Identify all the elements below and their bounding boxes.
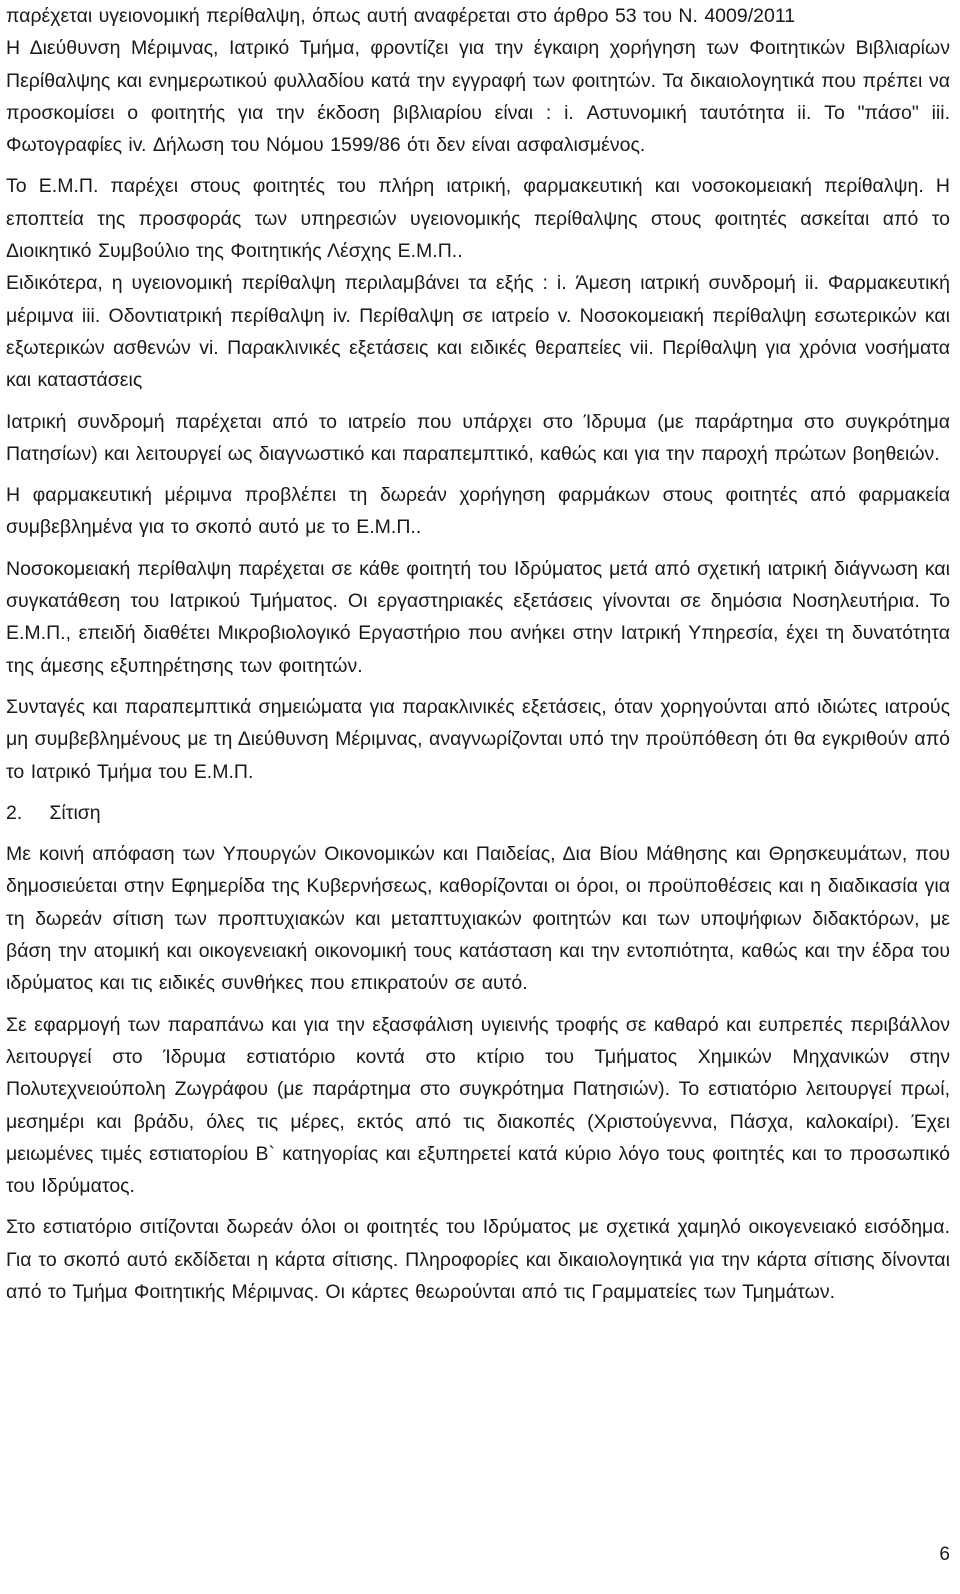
paragraph-joint-decision: Με κοινή απόφαση των Υπουργών Οικονομικών και Παιδείας, Δια Βίου Μάθησης και Θρησκευμάτων, που δημοσιεύεται στην Εφημερίδα της Κυβερνήσεως, καθορίζονται οι όροι, οι προϋποθέσεις και η διαδικασία για τη δωρεάν σίτιση των προπτυχιακών και μεταπτυχιακών φοιτητών και των υποψήφιων διδακτόρων, με βάση την ατομική και οικογενειακή οικονομική τους κατάσταση και την εντοπιότητα, καθώς και την έδρα του ιδρύματος και τις ειδικές συνθήκες που επικρατούν σε αυτό. bbox=[6, 843, 950, 995]
paragraph-prescriptions: Συνταγές και παραπεμπτικά σημειώματα για παρακλινικές εξετάσεις, όταν χορηγούνται από ιδιώτες ιατρούς μη συμβεβλημένους με τη Διεύθυνση Μέριμνας, αναγνωρίζονται υπό την προϋπόθεση ότι θα εγκριθούν από το Ιατρικό Τμήμα του Ε.Μ.Π. bbox=[6, 695, 950, 783]
document-page bbox=[6, 0, 950, 1317]
paragraph-meal-card: Στο εστιατόριο σιτίζονται δωρεάν όλοι οι φοιτητές του Ιδρύματος με σχετικά χαμηλό οικογενειακό εισόδημα. Για το σκοπό αυτό εκδίδεται η κάρτα σίτισης. Πληροφορίες και δικαιολογητικά για την κάρτα σίτισης δίνονται από το Τμήμα Φοιτητικής Μέριμνας. Οι κάρτες θεωρούνται από τις Γραμματείες των Τμημάτων. bbox=[6, 1216, 950, 1303]
paragraph-booklet: Η Διεύθυνση Μέριμνας, Ιατρικό Τμήμα, φροντίζει για την έγκαιρη χορήγηση των Φοιτητικών Βιβλιαρίων Περίθαλψης και ενημερωτικού φυλλαδίου κατά την εγγραφή των φοιτητών. Τα δικαιολογητικά που πρέπει να προσκομίσει ο φοιτητής για την έκδοση βιβλιαρίου είναι : i. Αστυνομική ταυτότητα ii. Το "πάσο" iii. Φωτογραφίες iv. Δήλωση του Νόμου 1599/86 ότι δεν είναι ασφαλισμένος. bbox=[6, 37, 950, 157]
page-number: 6 bbox=[939, 1544, 950, 1565]
section-heading-meals: 2. Σίτιση bbox=[6, 801, 101, 824]
paragraph-intro: παρέχεται υγειονομική περίθαλψη, όπως αυτή αναφέρεται στο άρθρο 53 του Ν. 4009/2011 bbox=[6, 5, 796, 27]
paragraph-restaurant: Σε εφαρμογή των παραπάνω και για την εξασφάλιση υγιεινής τροφής σε καθαρό και ευπρεπές περιβάλλον λειτουργεί στο Ίδρυμα εστιατόριο κοντά στο κτίριο του Τμήματος Χημικών Μηχανικών στην Πολυτεχνειούπολη Ζωγράφου (με παράρτημα στο συγκρότημα Πατησιών). Το εστιατόριο λειτουργεί πρωί, μεσημέρι και βράδυ, όλες τις μέρες, εκτός από τις διακοπές (Χριστούγεννα, Πάσχα, καλοκαίρι). Έχει μειωμένες τιμές εστιατορίου Β` κατηγορίας και εξυπηρετεί κατά κύριο λόγο τους φοιτητές και το προσωπικό του Ιδρύματος. bbox=[6, 1013, 950, 1198]
paragraph-medical-assistance: Ιατρική συνδρομή παρέχεται από το ιατρείο που υπάρχει στο Ίδρυμα (με παράρτημα στο συγκρότημα Πατησίων) και λειτουργεί ως διαγνωστικό και παραπεμπτικό, καθώς και για την παροχή πρώτων βοηθειών. bbox=[6, 410, 950, 465]
paragraph-pharmaceutical-care: Η φαρμακευτική μέριμνα προβλέπει τη δωρεάν χορήγηση φαρμάκων στους φοιτητές από φαρμακεία συμβεβλημένα για το σκοπό αυτό με το Ε.Μ.Π.. bbox=[6, 484, 950, 539]
paragraph-care-list: Ειδικότερα, η υγειονομική περίθαλψη περιλαμβάνει τα εξής : i. Άμεση ιατρική συνδρομή ii. Φαρμακευτική μέριμνα iii. Οδοντιατρική περίθαλψη iv. Περίθαλψη σε ιατρείο v. Νοσοκομειακή περίθαλψη εσωτερικών και εξωτερικών ασθενών vi. Παρακλινικές εξετάσεις και ειδικές θεραπείες vii. Περίθαλψη για χρόνια νοσήματα και καταστάσεις bbox=[6, 272, 950, 392]
paragraph-emp-care: Το Ε.Μ.Π. παρέχει στους φοιτητές του πλήρη ιατρική, φαρμακευτική και νοσοκομειακή περίθαλψη. Η εποπτεία της προσφοράς των υπηρεσιών υγειονομικής περίθαλψης στους φοιτητές ασκείται από το Διοικητικό Συμβούλιο της Φοιτητικής Λέσχης Ε.Μ.Π.. bbox=[6, 175, 950, 263]
paragraph-hospital-care: Νοσοκομειακή περίθαλψη παρέχεται σε κάθε φοιτητή του Ιδρύματος μετά από σχετική ιατρική διάγνωση και συγκατάθεση του Ιατρικού Τμήματος. Οι εργαστηριακές εξετάσεις γίνονται σε δημόσια Νοσηλευτήρια. Το Ε.Μ.Π., επειδή διαθέτει Μικροβιολογικό Εργαστήριο που ανήκει στην Ιατρική Υπηρεσία, έχει τη δυνατότητα της άμεσης εξυπηρέτησης των φοιτητών. bbox=[6, 557, 950, 677]
